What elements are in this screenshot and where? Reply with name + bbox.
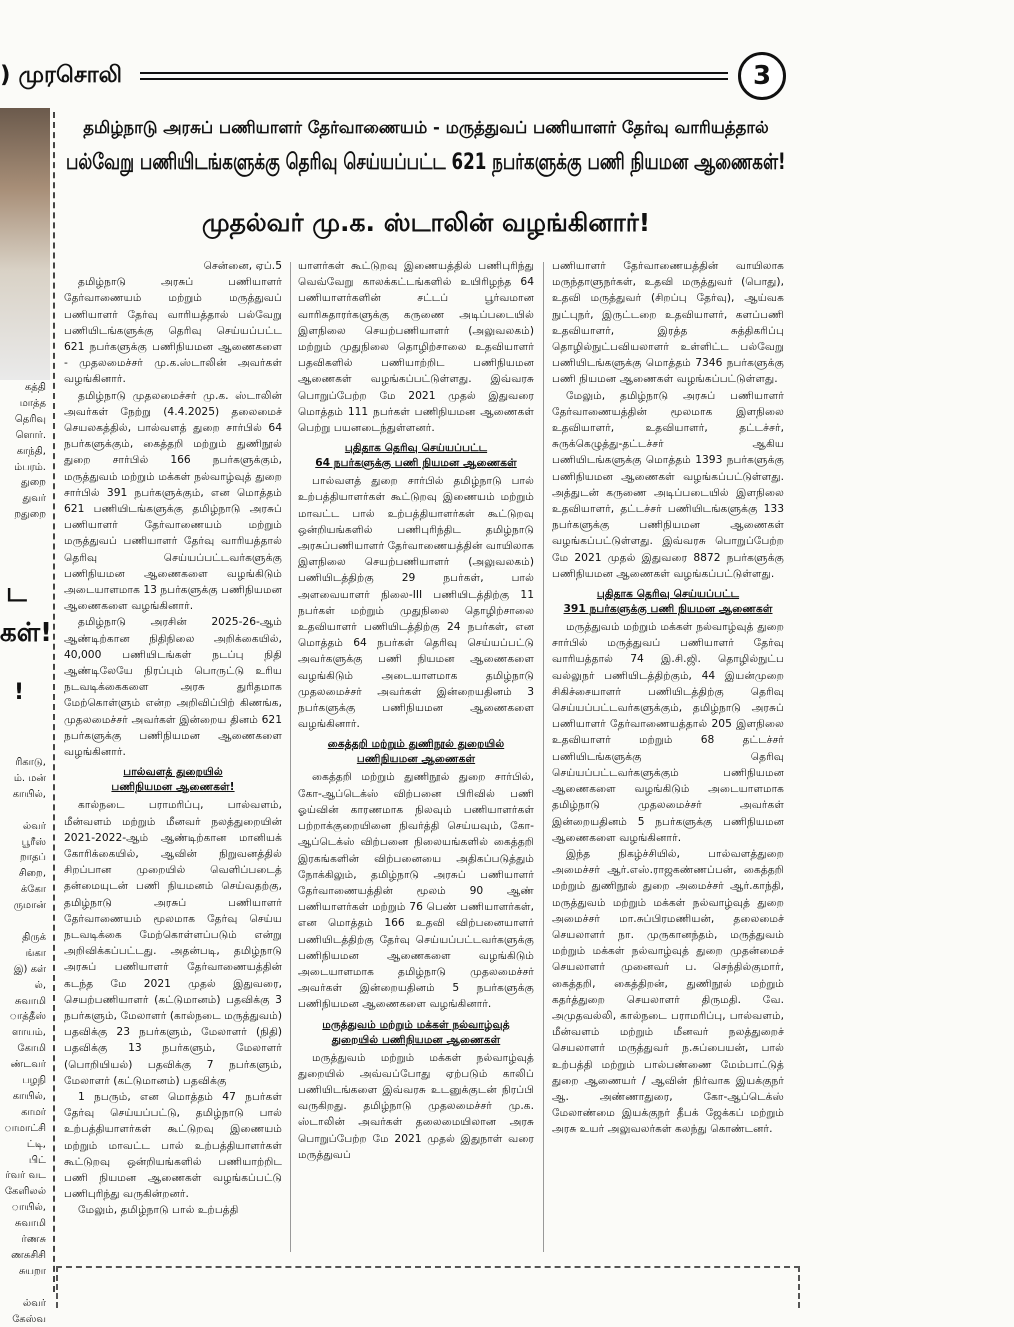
section-heading-line: புதிதாக தெரிவு செய்யப்பட்ட	[552, 586, 784, 601]
left-text-line: காந்தி,	[0, 444, 46, 460]
left-text-line: துவர்	[0, 491, 46, 507]
left-text-line: ரிகாடு,	[0, 755, 46, 771]
paragraph: கைத்தறி மற்றும் துணிநூல் துறை சார்பில், கோ-ஆப்டெக்ஸ் விற்பனை பிரிவில் பணி ஓய்வின் காரணமாக நிலவும் பணியாளர்கள் பற்றாக்குறையினை நிவர்த்தி செய்யவும், கோ-ஆப்டெக்ஸ் விற்பனை நிலையங்களில் கைத்தறி இரகங்களின் விற்பனையை அதிகப்படுத்தும் நோக்கிலும், தமிழ்நாடு அரசுப் பணியாளர் தேர்வாணையத்தின் மூலம் 90 ஆண் பணியாளர்கள் மற்றும் 76 பெண் பணியாளர்கள், என மொத்தம் 166 உதவி விற்பனையாளர் பணியிடத்திற்கு தேர்வு செய்யப்பட்டவர்களுக்கு பணிநியமன ஆணைகளை வழங்கிடும் அடையாளமாக தமிழ்நாடு முதலமைச்சர் அவர்கள் இன்றையதினம் 5 நபர்களுக்கு பணிநியமன ஆணைகளை வழங்கினார்.	[298, 769, 534, 1012]
section-heading-line: 391 நபர்களுக்கு பணி நியமன ஆணைகள்	[552, 601, 784, 616]
section-heading-line: பால்வளத் துறையில்	[64, 764, 282, 779]
left-text-line: ருமான்	[0, 898, 46, 914]
left-text-line: சிறை,	[0, 866, 46, 882]
left-text-line: சுவாமி	[0, 1216, 46, 1232]
left-clipped-column	[0, 100, 52, 1299]
paragraph: மேலும், தமிழ்நாடு அரசுப் பணியாளர் தேர்வாணையத்தின் மூலமாக இளநிலை உதவியாளர், உதவியாளர், தட்டச்சர், சுருக்கெழுத்து-தட்டச்சர் ஆகிய பணியிடங்களுக்கு மொத்தம் 1393 நபர்களுக்கு பணிநியமன ஆணைகள் வழங்கப்பட்டுள்ளது. அத்துடன் கருணை அடிப்படையில் இளநிலை உதவியாளர், தட்டச்சர் பணியிடங்களுக்கு 133 நபர்களுக்கு பணிநியமன ஆணைகள் வழங்கப்பட்டுள்ளது. இவ்வரசு பொறுப்பேற்ற மே 2021 முதல் இதுவரை 8872 நபர்களுக்கு பணிநியமன ஆணைகள் வழங்கப்பட்டுள்ளது.	[552, 388, 784, 582]
paragraph: தமிழ்நாடு அரசுப் பணியாளர் தேர்வாணையம் மற்றும் மருத்துவப் பணியாளர் தேர்வு வாரியத்தால் பல்வேறு பணியிடங்களுக்கு தெரிவு செய்யப்பட்ட 621 நபர்களுக்கு பணிநியமன ஆணைகளை - முதலமைச்சர் மு.க.ஸ்டாலின் அவர்கள் வழங்கினார்.	[64, 274, 282, 387]
left-text-line: ளொர்.	[0, 428, 46, 444]
paragraph: தமிழ்நாடு அரசின் 2025-26-ஆம் ஆண்டிற்கான நிதிநிலை அறிக்கையில், 40,000 பணியிடங்கள் நடப்பு நிதி ஆண்டிலேயே நிரப்பும் பொருட்டு உரிய நடவடிக்கைகளை அரசு துரிதமாக மேற்கொள்ளும் என்ற அறிவிப்பிற் கிணங்க, முதலமைச்சர் அவர்கள் இன்றைய தினம் 621 நபர்களுக்கு பணிநியமன ஆணைகளை வழங்கினார்.	[64, 614, 282, 760]
section-heading-line: பணிநியமன ஆணைகள்!	[64, 779, 282, 794]
left-heading-a: ட	[6, 578, 27, 611]
section-heading-line: புதிதாக தெரிவு செய்யப்பட்ட	[298, 440, 534, 455]
left-text-line: காமர்	[0, 1105, 46, 1121]
left-text-line: கோமி	[0, 1041, 46, 1057]
left-text-line: ர்ணசு	[0, 1232, 46, 1248]
left-text-line: ல்வர்	[0, 1296, 46, 1312]
left-text-line: மாத்த	[0, 396, 46, 412]
paragraph: யாளர்கள் கூட்டுறவு இணையத்தில் பணிபுரிந்து வெவ்வேறு காலக்கட்டங்களில் உயிரிழந்த 64 பணியாளர்களின் சட்டப் பூர்வமான வாரிசுதாரர்களுக்கு கருணை அடிப்படையில் இளநிலை செயற்பணியாளர் (அலுவலகம்) மற்றும் முதுநிலை தொழிற்சாலை உதவியாளர் பதவிகளில் பணியாற்றிட பணிநியமன ஆணைகள் வழங்கப்பட்டுள்ளது. இவ்வரசு பொறுப்பேற்ற மே 2021 முதல் இதுவரை மொத்தம் 111 நபர்கள் பணிநியமன ஆணைகள் பெற்று பயனடைந்துள்ளனர்.	[298, 258, 534, 436]
left-text-line: ட்டி,	[0, 1137, 46, 1153]
paragraph: பணியாளர் தேர்வாணையத்தின் வாயிலாக மருந்தாளுநர்கள், உதவி மருத்துவர் (பொது), உதவி மருத்துவர் (சிறப்பு தேர்வு), ஆய்வக நுட்புநர், இருட்டறை உதவியாளர், களப்பணி உதவியாளர், இரத்த சுத்திகரிப்பு தொழில்நுட்பவியலாளர் உள்ளிட்ட பல்வேறு பணியிடங்களுக்கு மொத்தம் 7346 நபர்களுக்கு பணி நியமன ஆணைகள் வழங்கப்பட்டுள்ளது.	[552, 258, 784, 388]
left-text-line: ாத்தீஸ்	[0, 1009, 46, 1025]
column-divider	[53, 112, 55, 1292]
left-text-line: காயில்,	[0, 1089, 46, 1105]
left-text-line: ணசுசிசி	[0, 1248, 46, 1264]
left-text-line: சுயறா	[0, 1264, 46, 1280]
left-text-line: இ) கள்	[0, 962, 46, 978]
left-text-line: றதுறை	[0, 507, 46, 523]
left-text-line: க்கோ	[0, 882, 46, 898]
section-heading	[552, 586, 784, 616]
article-column-3	[552, 258, 784, 1258]
section-heading-line: மருத்துவம் மற்றும் மக்கள் நல்வாழ்வுத்	[298, 1017, 534, 1032]
dateline: சென்னை, ஏப்.5	[64, 258, 282, 274]
paragraph: பால்வளத் துறை சார்பில் தமிழ்நாடு பால் உற்பத்தியாளர்கள் கூட்டுறவு இணையம் மற்றும் மாவட்ட பால் உற்பத்தியாளர்கள் கூட்டுறவு ஒன்றியங்களில் பணிபுரிந்திட தமிழ்நாடு அரசுப்பணியாளர் தேர்வாணையத்தின் வாயிலாக இளநிலை செயற்பணியாளர் (அலுவலகம்) பணியிடத்திற்கு 29 நபர்கள், பால் அளவையாளர் நிலை-III பணியிடத்திற்கு 11 நபர்கள் மற்றும் முதுநிலை தொழிற்சாலை உதவியாளர் பணியிடத்திற்கு 24 நபர்கள், என மொத்தம் 64 நபர்கள் தெரிவு செய்யப்பட்டு அவர்களுக்கு பணி நியமன ஆணைகளை வழங்கிடும் அடையாளமாக தமிழ்நாடு முதலமைச்சர் அவர்கள் இன்றையதினம் 3 நபர்களுக்கு பணிநியமன ஆணைகளை வழங்கினார்.	[298, 473, 534, 732]
article-subhead: முதல்வர் மு.க. ஸ்டாலின் வழங்கினார்!	[66, 208, 786, 241]
left-text-line: பழநி	[0, 1073, 46, 1089]
section-heading	[298, 1017, 534, 1047]
left-text-line: றாதப்	[0, 850, 46, 866]
masthead-rule	[140, 72, 728, 80]
column-rule	[543, 262, 544, 1252]
paragraph: இந்த நிகழ்ச்சியில், பால்வளத்துறை அமைச்சர் ஆர்.எஸ்.ராஜகண்ணப்பன், கைத்தறி மற்றும் துணிநூல் துறை அமைச்சர் ஆர்.காந்தி, மருத்துவம் மற்றும் மக்கள் நல்வாழ்வுத் துறை அமைச்சர் மா.சுப்பிரமணியன், தலைமைச் செயலாளர் நா. முருகானந்தம், மருத்துவம் மற்றும் மக்கள் நல்வாழ்வுத் துறை முதன்மைச் செயலாளர் முனைவர் ப. செந்தில்குமார், கைத்தறி, கைத்திறன், துணிநூல் மற்றும் கதர்த்துறை செயலாளர் திருமதி. வே. அமுதவல்லி, கால்நடை பராமரிப்பு, பால்வளம், மீன்வளம் மற்றும் மீனவர் நலத்துறைச் செயலாளர் மருத்துவர் ந.சுப்பையன், பால் உற்பத்தி மற்றும் பால்பண்ணை மேம்பாட்டுத் துறை ஆணையர் / ஆவின் நிர்வாக இயக்குநர் ஆ. அண்ணாதுரை, கோ-ஆப்டெக்ஸ் மேலாண்மை இயக்குநர் தீபக் ஜேக்கப் மற்றும் அரசு உயர் அலுவலர்கள் கலந்து கொண்டனர்.	[552, 846, 784, 1138]
left-text-line: திருக்	[0, 930, 46, 946]
newspaper-name: ) முரசொலி	[0, 62, 122, 91]
article-headline: பல்வேறு பணியிடங்களுக்கு தெரிவு செய்யப்பட்ட 621 நபர்களுக்கு பணி நியமன ஆணைகள்!	[66, 150, 786, 190]
paragraph: மேலும், தமிழ்நாடு பால் உற்பத்தி	[64, 1202, 282, 1218]
left-text-line: பிட்	[0, 1153, 46, 1169]
section-heading-line: 64 நபர்களுக்கு பணி நியமன ஆணைகள்	[298, 455, 534, 470]
column-rule	[290, 262, 291, 1252]
section-heading-line: துறையில் பணிநியமன ஆணைகள்	[298, 1032, 534, 1047]
left-text-line: காயில்,	[0, 787, 46, 803]
page-number: 3	[738, 52, 786, 100]
left-text-line: ங்கா	[0, 946, 46, 962]
left-text-line: ல்வர்	[0, 819, 46, 835]
bottom-frame	[52, 1262, 800, 1299]
section-heading	[298, 736, 534, 766]
article-column-2	[298, 258, 534, 1258]
section-heading-line: பணிநியமன ஆணைகள்	[298, 751, 534, 766]
left-text-line: ம்பரம்.	[0, 460, 46, 476]
left-text-line: கேளிலல்	[0, 1184, 46, 1200]
left-text-line: துறை	[0, 475, 46, 491]
left-heading-b: கள்!	[0, 618, 52, 651]
left-heading-c: !	[14, 680, 24, 705]
paragraph: மருத்துவம் மற்றும் மக்கள் நல்வாழ்வுத் துறையில் அவ்வப்போது ஏற்படும் காலிப் பணியிடங்களை இவ்வரசு உடனுக்குடன் நிரப்பி வருகிறது. தமிழ்நாடு முதலமைச்சர் மு.க. ஸ்டாலின் அவர்கள் தலைமையிலான அரசு பொறுப்பேற்ற மே 2021 முதல் இதுநாள் வரை மருத்துவப்	[298, 1050, 534, 1163]
left-text-line: தெரிவு	[0, 412, 46, 428]
left-text-line: கத்தி	[0, 380, 46, 396]
left-text-line: கேஸ்வ	[0, 1312, 46, 1327]
section-heading-line: கைத்தறி மற்றும் துணிநூல் துறையில்	[298, 736, 534, 751]
article-kicker: தமிழ்நாடு அரசுப் பணியாளர் தேர்வாணையம் - மருத்துவப் பணியாளர் தேர்வு வாரியத்தால்	[66, 118, 786, 140]
masthead	[0, 50, 800, 100]
section-heading	[64, 764, 282, 794]
dashed-box	[56, 1266, 800, 1308]
paragraph: 1 நபரும், என மொத்தம் 47 நபர்கள் தேர்வு செய்யப்பட்டு, தமிழ்நாடு பால் உற்பத்தியாளர்கள் கூட்டுறவு இணையம் மற்றும் மாவட்ட பால் உற்பத்தியாளர்கள் கூட்டுறவு ஒன்றியங்களில் பணியாற்றிட பணி நியமன ஆணைகள் வழங்கப்பட்டு பணிபுரிந்து வருகின்றனர்.	[64, 1089, 282, 1202]
left-text-line: ர்வர் வட	[0, 1168, 46, 1184]
left-text-line: ளாயம்,	[0, 1025, 46, 1041]
cropped-photo	[0, 108, 50, 380]
paragraph: தமிழ்நாடு முதலமைச்சர் மு.க. ஸ்டாலின் அவர்கள் நேற்று (4.4.2025) தலைமைச் செயலகத்தில், பால்வளத் துறை சார்பில் 64 நபர்களுக்கும், கைத்தறி மற்றும் துணிநூல் துறை சார்பில் 166 நபர்களுக்கும், மருத்துவம் மற்றும் மக்கள் நல்வாழ்வுத் துறை சார்பில் 391 நபர்களுக்கும், என மொத்தம் 621 பணியிடங்களுக்கு தமிழ்நாடு அரசுப் பணியாளர் தேர்வாணையம் மற்றும் மருத்துவப் பணியாளர் தேர்வு வாரியத்தால் தெரிவு செய்யப்பட்டவர்களுக்கு பணிநியமன ஆணைகளை வழங்கிடும் அடையாளமாக 13 நபர்களுக்கு பணிநியமன ஆணைகளை வழங்கினார்.	[64, 388, 282, 615]
section-heading	[298, 440, 534, 470]
left-text-line: ம். மன்	[0, 771, 46, 787]
left-text-line: ண்டவர்	[0, 1057, 46, 1073]
paragraph: கால்நடை பராமரிப்பு, பால்வளம், மீன்வளம் மற்றும் மீனவர் நலத்துறையின் 2021-2022-ஆம் ஆண்டிற்கான மானியக் கோரிக்கையில், ஆவின் நிறுவனத்தில் சிறப்பான முறையில் வெளிப்படைத் தன்மையுடன் பணி நியமனம் செய்வதற்கு, தமிழ்நாடு அரசுப் பணியாளர் தேர்வாணையம் மூலமாக தேர்வு செய்ய நடவடிக்கை மேற்கொள்ளப்படும் என்று அறிவிக்கப்பட்டது. அதன்படி, தமிழ்நாடு அரசுப் பணியாளர் தேர்வாணையத்தின் கடந்த மே 2021 முதல் இதுவரை, செயற்பணியாளர் (கட்டுமானம்) பதவிக்கு 3 நபர்களும், மேலாளர் (கால்நடை மருத்துவம்) பதவிக்கு 23 நபர்களும், மேலாளர் (நிதி) பதவிக்கு 13 நபர்களும், மேலாளர் (பொறியியல்) பதவிக்கு 7 நபர்களும், மேலாளர் (கட்டுமானம்) பதவிக்கு	[64, 797, 282, 1089]
left-text-line: ல்,	[0, 978, 46, 994]
left-text-line: பூரீஸ்	[0, 835, 46, 851]
article-column-1	[64, 258, 282, 1258]
left-text-line: சுவாமி	[0, 994, 46, 1010]
left-text-line: ாமாட்சி	[0, 1121, 46, 1137]
paragraph: மருத்துவம் மற்றும் மக்கள் நல்வாழ்வுத் துறை சார்பில் மருத்துவப் பணியாளர் தேர்வு வாரியத்தால் 74 இ.சி.ஜி. தொழில்நுட்ப வல்லுநர் பணியிடத்திற்கும், 44 இயன்முறை சிகிச்சையாளர் பணியிடத்திற்கு தெரிவு செய்யப்பட்டவர்களுக்கும், தமிழ்நாடு அரசுப் பணியாளர் தேர்வாணையத்தால் 205 இளநிலை உதவியாளர் மற்றும் 68 தட்டச்சர் பணியிடங்களுக்கு தெரிவு செய்யப்பட்டவர்களுக்கும் பணிநியமன ஆணைகளை வழங்கிடும் அடையாளமாக தமிழ்நாடு முதலமைச்சர் அவர்கள் இன்றையதினம் 5 நபர்களுக்கு பணிநியமன ஆணைகளை வழங்கினார்.	[552, 619, 784, 846]
left-text-line: ாயில்,	[0, 1200, 46, 1216]
